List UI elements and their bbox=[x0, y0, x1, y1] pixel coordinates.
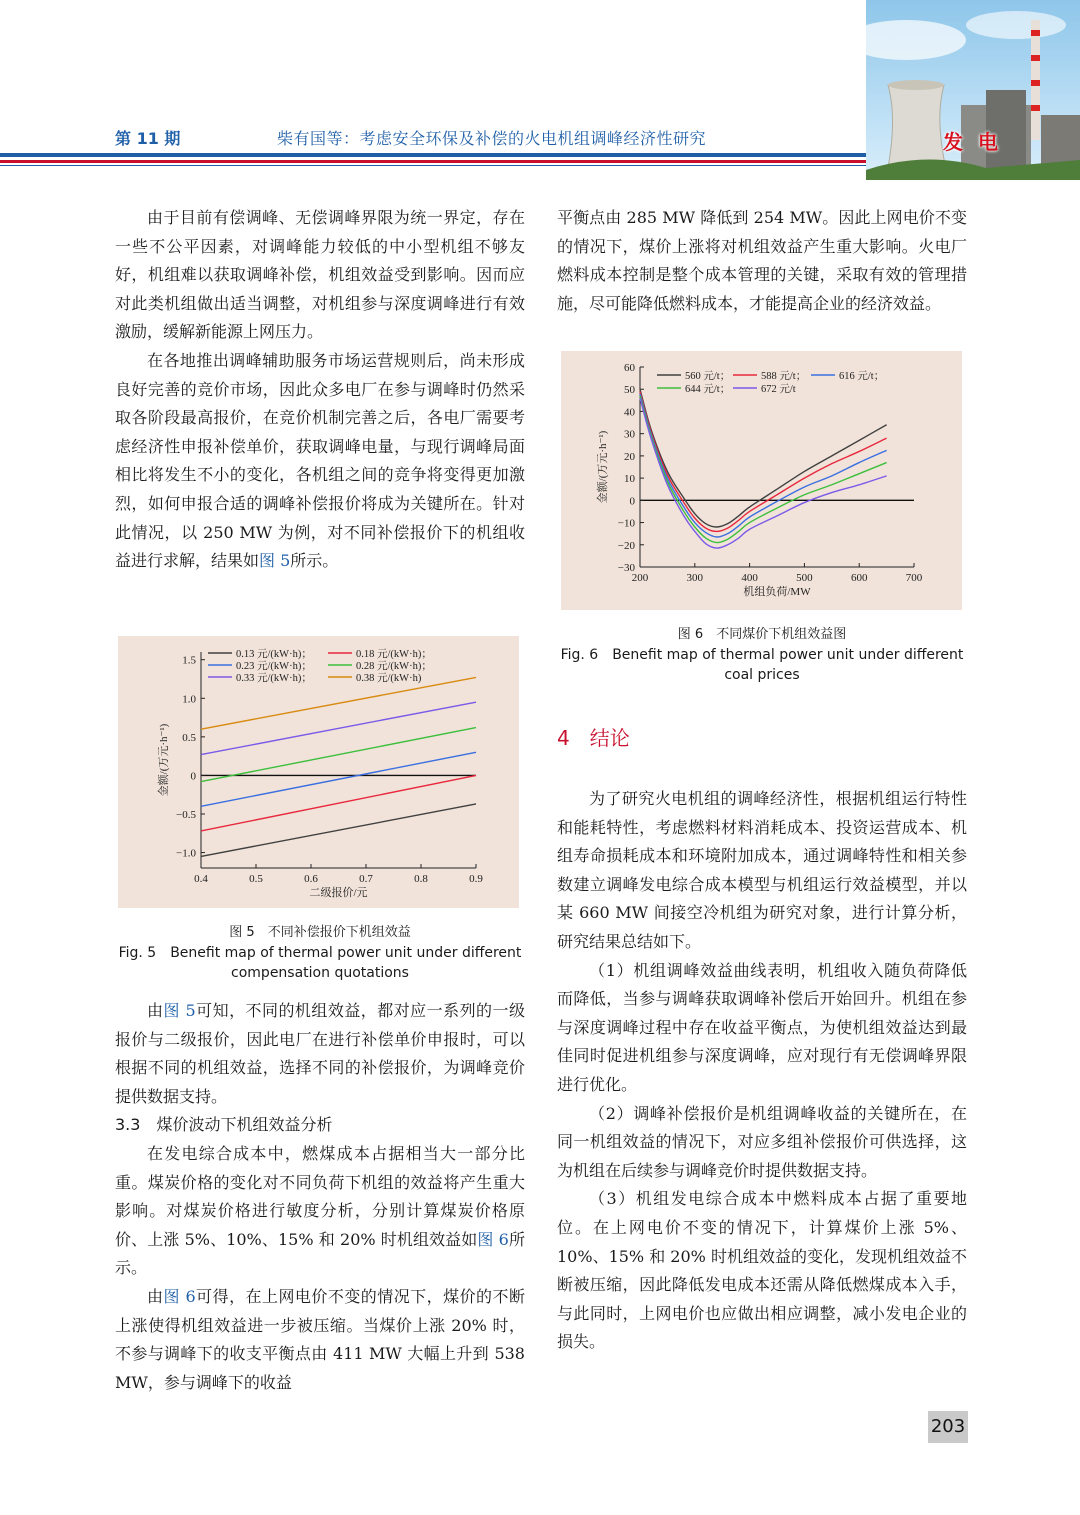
paragraph: 为了研究火电机组的调峰经济性，根据机组运行特性和能耗特性，考虑燃料材料消耗成本、投资运营成本、机组寿命损耗成本和环境附加成本，通过调峰特性和相关参数建立调峰发电综合成本模型与机组运行效益模型，并以某 660 MW 间接空冷机组为研究对象，进行计算分析，研究结果总结如下。 bbox=[557, 789, 967, 951]
legend-label: 0.13 元/(kW·h)； bbox=[236, 649, 312, 660]
section-heading: 4 结论 bbox=[557, 726, 630, 750]
x-tick-label: 600 bbox=[850, 572, 868, 584]
figure-5 bbox=[118, 636, 519, 908]
legend-label: 0.38 元/(kW·h) bbox=[356, 673, 422, 684]
paragraph bbox=[115, 347, 525, 576]
issue-number: 第 11 期 bbox=[115, 129, 181, 148]
paragraph: 平衡点由 285 MW 降低到 254 MW。因此上网电价不变的情况下，煤价上涨将对机组效益产生重大影响。火电厂燃料成本控制是整个成本管理的关键，采取有效的管理措施，尽可能降低燃料成本，才能提高企业的经济效益。 bbox=[557, 208, 967, 313]
caption-en: Fig. 5 Benefit map of thermal power unit under different compensation quotations bbox=[118, 945, 522, 981]
legend-label: 0.18 元/(kW·h)； bbox=[356, 649, 432, 660]
y-tick-label: 1.0 bbox=[182, 693, 196, 706]
y-axis-label: 金额/(万元·h⁻¹) bbox=[158, 723, 170, 797]
y-tick-label: 20 bbox=[624, 450, 635, 463]
series-line bbox=[201, 728, 476, 782]
paragraph: （3）机组发电综合成本中燃料成本占据了重要地位。在上网电价不变的情况下，计算煤价上涨 5%、10%、15% 和 20% 时机组效益的变化，发现机组效益不断被压缩，因此降低发电成本还需从降低燃煤成本入手，与此同时，上网电价也应做出相应调整，减小发电企业的损失。 bbox=[557, 1189, 967, 1352]
series-line bbox=[640, 396, 887, 543]
x-tick-label: 200 bbox=[631, 572, 649, 584]
legend-label: 644 元/t； bbox=[685, 384, 731, 395]
figure-6-caption bbox=[557, 625, 967, 685]
paragraph-text: 在发电综合成本中，燃煤成本占据相当大一部分比重。煤炭价格的变化对不同负荷下机组的效益将产生重大影响。对煤炭价格进行敏度分析，分别计算煤炭价格原价、上涨 5%、10%、15% 和 20% 时机组效益如 bbox=[115, 1143, 525, 1249]
caption-en: Fig. 6 Benefit map of thermal power unit under different coal prices bbox=[560, 647, 964, 683]
paragraph-text: 所示。 bbox=[290, 551, 339, 571]
series-line bbox=[201, 752, 476, 806]
x-tick-label: 0.4 bbox=[194, 873, 208, 885]
page-header bbox=[0, 0, 1080, 180]
paragraph-text: 由 bbox=[147, 1001, 164, 1020]
y-tick-label: −30 bbox=[617, 562, 635, 574]
paragraph: （1）机组调峰效益曲线表明，机组收入随负荷降低而降低，当参与调峰获取调峰补偿后开始回升。机组在参与深度调峰过程中存在收益平衡点，为使机组效益达到最佳同时促进机组参与深度调峰，应对现行有无偿调峰界限进行优化。 bbox=[557, 960, 967, 1094]
x-tick-label: 700 bbox=[905, 572, 923, 584]
series-line bbox=[201, 775, 476, 831]
figure-link[interactable]: 图 6 bbox=[163, 1286, 196, 1306]
legend-label: 560 元/t； bbox=[685, 371, 731, 382]
y-tick-label: −10 bbox=[617, 517, 635, 530]
legend-label: 0.28 元/(kW·h)； bbox=[356, 661, 432, 672]
figure-6-chart bbox=[561, 351, 962, 610]
x-tick-label: 500 bbox=[796, 572, 813, 584]
header-rule-blue bbox=[0, 153, 868, 157]
y-tick-label: 0 bbox=[190, 770, 196, 783]
paragraph-text: 由于目前有偿调峰、无偿调峰界限为统一界定，存在一些不公平因素，对调峰能力较低的中小型机组不够友好，机组难以获取调峰补偿，机组效益受到影响。因而应对此类机组做出适当调整，对机组参与深度调峰进行有效激励，缓解新能源上网压力。 bbox=[115, 208, 525, 342]
legend-label: 0.23 元/(kW·h)； bbox=[236, 661, 312, 672]
x-tick-label: 300 bbox=[686, 572, 704, 584]
x-tick-label: 0.5 bbox=[249, 873, 263, 885]
header-rule-red bbox=[0, 160, 868, 163]
section-label: 发 电 bbox=[943, 130, 1002, 154]
series-line bbox=[201, 804, 476, 856]
legend-label: 588 元/t； bbox=[761, 371, 807, 382]
page-number: 203 bbox=[928, 1411, 968, 1443]
header-rule-thin bbox=[0, 165, 868, 166]
series-line bbox=[640, 398, 887, 548]
paragraph: （2）调峰补偿报价是机组调峰收益的关键所在，在同一机组效益的情况下，对应多组补偿报价可供选择，这为机组在后续参与调峰竞价时提供数据支持。 bbox=[557, 1103, 967, 1180]
paragraph bbox=[115, 204, 525, 347]
y-tick-label: 10 bbox=[624, 473, 635, 486]
y-tick-label: 50 bbox=[624, 384, 635, 397]
left-column bbox=[115, 204, 525, 576]
paragraph-text: 在各地推出调峰辅助服务市场运营规则后，尚未形成良好完善的竞价市场，因此众多电厂在参与调峰时仍然采取各阶段最高报价，在竞价机制完善之后，各电厂需要考虑经济性申报补偿单价，获取调峰电量，与现行调峰局面相比将发生不小的变化，各机组之间的竞争将变得更加激烈，如何申报合适的调峰补偿报价将成为关键所在。针对此情况，以 250 MW 为例，对不同补偿报价下的机组收益进行求解，结果如 bbox=[115, 350, 525, 571]
caption-zh: 图 6 不同煤价下机组效益图 bbox=[677, 627, 847, 642]
x-axis-label: 二级报价/元 bbox=[309, 887, 368, 899]
paragraph-text: 所示。 bbox=[115, 1229, 525, 1278]
right-column-lower bbox=[557, 722, 967, 1357]
power-plant-photo bbox=[866, 0, 1080, 180]
figure-6 bbox=[561, 351, 962, 610]
legend-label: 0.33 元/(kW·h)； bbox=[236, 673, 312, 684]
right-column bbox=[557, 204, 967, 318]
paragraph-text: 可知，不同的机组效益，都对应一系列的一级报价与二级报价，因此电厂在进行补偿单价申报时，可以根据不同的机组效益，选择不同的补偿报价，为调峰竞价提供数据支持。 bbox=[115, 1001, 525, 1106]
y-tick-label: 40 bbox=[624, 406, 635, 419]
paragraph-text: 可得，在上网电价不变的情况下，煤价的不断上涨使得机组效益进一步被压缩。当煤价上涨 20% 时，不参与调峰下的收支平衡点由 411 MW 大幅上升到 538 MW，参与调峰下的收益 bbox=[115, 1286, 525, 1392]
series-line bbox=[201, 677, 476, 729]
x-tick-label: 0.7 bbox=[359, 873, 373, 885]
y-tick-label: 1.5 bbox=[182, 654, 196, 667]
legend-label: 672 元/t bbox=[761, 384, 796, 395]
section-heading: 3.3 煤价波动下机组效益分析 bbox=[115, 1115, 333, 1135]
series-line bbox=[640, 389, 887, 527]
y-axis-label: 金额/(万元·h⁻¹) bbox=[597, 430, 609, 504]
left-column-lower bbox=[115, 997, 525, 1397]
series-line bbox=[201, 702, 476, 754]
figure-link[interactable]: 图 6 bbox=[477, 1229, 509, 1249]
x-tick-label: 0.8 bbox=[414, 873, 428, 885]
running-title: 柴有国等：考虑安全环保及补偿的火电机组调峰经济性研究 bbox=[277, 129, 707, 148]
figure-link[interactable]: 图 5 bbox=[163, 1001, 196, 1020]
y-tick-label: −1.0 bbox=[176, 847, 196, 860]
y-tick-label: 0 bbox=[629, 495, 635, 508]
paragraph bbox=[115, 1140, 525, 1283]
y-tick-label: −20 bbox=[617, 539, 635, 552]
figure-5-chart bbox=[118, 636, 519, 908]
x-tick-label: 400 bbox=[741, 572, 758, 584]
y-tick-label: 0.5 bbox=[182, 731, 196, 744]
figure-link[interactable]: 图 5 bbox=[259, 551, 291, 571]
series-line bbox=[640, 391, 887, 531]
figure-5-caption bbox=[115, 923, 525, 983]
caption-zh: 图 5 不同补偿报价下机组效益 bbox=[229, 925, 411, 940]
legend-label: 616 元/t； bbox=[839, 371, 885, 382]
y-tick-label: −0.5 bbox=[176, 809, 196, 821]
y-tick-label: 60 bbox=[624, 362, 635, 374]
paragraph bbox=[115, 997, 525, 1111]
paragraph bbox=[115, 1283, 525, 1397]
paragraph-text: 由 bbox=[147, 1286, 164, 1306]
y-tick-label: 30 bbox=[624, 428, 635, 441]
x-tick-label: 0.6 bbox=[304, 873, 318, 885]
x-tick-label: 0.9 bbox=[469, 873, 483, 885]
x-axis-label: 机组负荷/MW bbox=[743, 586, 811, 598]
